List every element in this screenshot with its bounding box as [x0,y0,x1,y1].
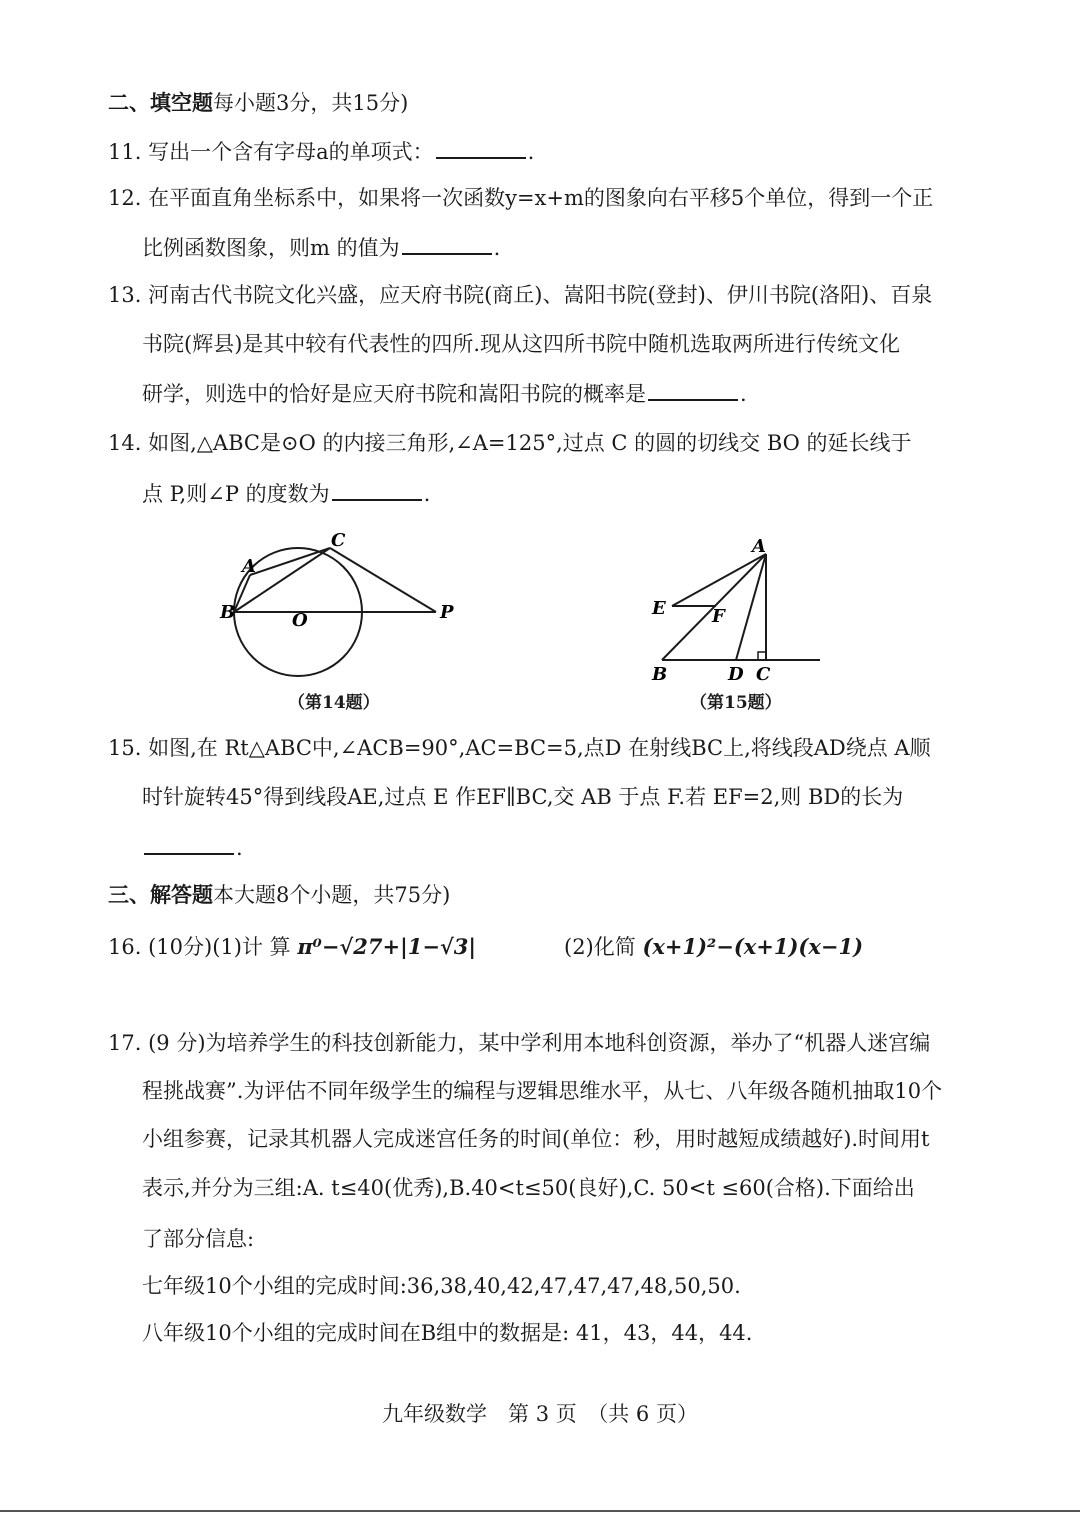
section-2-title: 二、填空题 [108,90,213,115]
figure-15-caption: （第15题） [690,693,782,713]
question-number: 14. [108,431,142,455]
question-17-line6 [142,1276,741,1297]
question-text-line1: 在平面直角坐标系中，如果将一次函数y=x+m的图象向右平移5个单位，得到一个正 [148,186,934,210]
question-text-line2: 书院(辉县)是其中较有代表性的四所.现从这四所书院中随机选取两所进行传统文化 [142,332,901,356]
figure-14-caption: （第14题） [288,693,380,713]
grade-8-data: 八年级10个小组的完成时间在B组中的数据是: 41，43，44，44. [142,1321,753,1345]
question-text-line5: 了部分信息: [142,1227,255,1251]
label-b: B [220,602,236,623]
question-12 [108,188,933,209]
question-text-line3: 小组参赛，记录其机器人完成迷宫任务的时间(单位：秒，用时越短成绩越好).时间用t [142,1127,930,1151]
question-end: . [493,236,501,260]
question-text: 写出一个含有字母a的单项式： [148,140,434,164]
question-15-blank-line [142,838,243,859]
label-e: E [652,598,666,619]
tangent-cp [330,548,436,612]
question-text-line3: 研学，则选中的恰好是应天府书院和嵩阳书院的概率是 [142,382,646,406]
question-13-cont-1 [142,334,900,355]
question-15-cont [142,787,903,808]
question-number: 17. [108,1031,142,1055]
question-17-line7 [142,1323,752,1344]
question-text-line1: 如图,在 Rt△ABC中,∠ACB=90°,AC=BC=5,点D 在射线BC上,将线段AD绕点 A顺 [148,736,931,760]
figure-15 [640,530,840,690]
question-number: 13. [108,283,142,307]
question-end: . [423,482,431,506]
question-17 [108,1033,930,1054]
question-16-part-2 [564,936,863,958]
question-text-line1: 如图,△ABC是⊙O 的内接三角形,∠A=125°,过点 C 的圆的切线交 BO 的延长线于 [148,431,912,455]
question-11 [108,142,534,163]
question-17-line4 [142,1178,915,1199]
answer-blank [648,395,738,401]
question-15 [108,738,931,759]
question-end: . [236,836,243,860]
label-c: C [756,664,771,685]
section-3-heading [108,884,450,906]
figure-14 [210,520,480,690]
question-text-line2: 程挑战赛”.为评估不同年级学生的编程与逻辑思维水平，从七、八年级各随机抽取10个 [142,1079,943,1103]
question-17-line5 [142,1229,254,1250]
question-number: 15. [108,736,142,760]
question-17-line2 [142,1081,942,1102]
answer-blank [402,249,492,255]
section-3-note: 本大题8个小题，共75分) [213,883,451,907]
question-16 [108,936,476,958]
scan-edge-line [0,1510,1080,1512]
page-footer: 九年级数学 第 3 页 （共 6 页） [382,1402,698,1426]
question-text-line4: 表示,并分为三组:A. t≤40(优秀),B.40<t≤50(良好),C. 50<t ≤60(合格).下面给出 [142,1176,915,1200]
question-12-cont [142,238,500,259]
question-text-line1: 河南古代书院文化兴盛，应天府书院(商丘)、嵩阳书院(登封)、伊川书院(洛阳)、百泉 [148,283,933,307]
question-text-line2: 比例函数图象，则m 的值为 [142,236,400,260]
question-14 [108,433,912,454]
question-17-line3 [142,1129,930,1150]
label-o: O [292,610,308,631]
label-c: C [331,530,346,551]
question-14-cont [142,484,430,505]
part-1-expression: π⁰−√27+|1−√3| [297,934,476,959]
question-13-cont-2 [142,384,747,405]
answer-blank [436,153,526,159]
line-ac [250,548,330,575]
question-number: 12. [108,186,142,210]
question-13 [108,285,932,306]
grade-7-data: 七年级10个小组的完成时间:36,38,40,42,47,47,47,48,50,50. [142,1274,741,1298]
label-f: F [712,606,725,627]
answer-blank [332,495,422,501]
answer-blank [144,849,234,855]
section-2-heading [108,92,408,114]
label-a: A [752,536,766,557]
part-1-label: (10分)(1)计 算 [148,935,291,959]
right-angle-mark [758,652,766,660]
question-number: 16. [108,935,142,959]
question-text-line2: 点 P,则∠P 的度数为 [142,482,330,506]
label-b: B [652,664,668,685]
question-number: 11. [108,140,142,164]
question-text-line2: 时针旋转45°得到线段AE,过点 E 作EF∥BC,交 AB 于点 F.若 EF=2,则 BD的长为 [142,785,904,809]
section-3-title: 三、解答题 [108,882,213,907]
label-d: D [728,664,744,685]
part-2-expression: (x+1)²−(x+1)(x−1) [642,934,864,959]
question-text-line1: (9 分)为培养学生的科技创新能力，某中学利用本地科创资源，举办了“机器人迷宫编 [148,1031,931,1055]
label-p: P [440,602,454,623]
part-2-label: (2)化简 [564,935,636,959]
label-a: A [242,556,256,577]
section-2-note: 每小题3分，共15分) [213,91,409,115]
question-end: . [740,382,747,406]
line-ae [672,554,766,606]
question-end: . [527,140,535,164]
